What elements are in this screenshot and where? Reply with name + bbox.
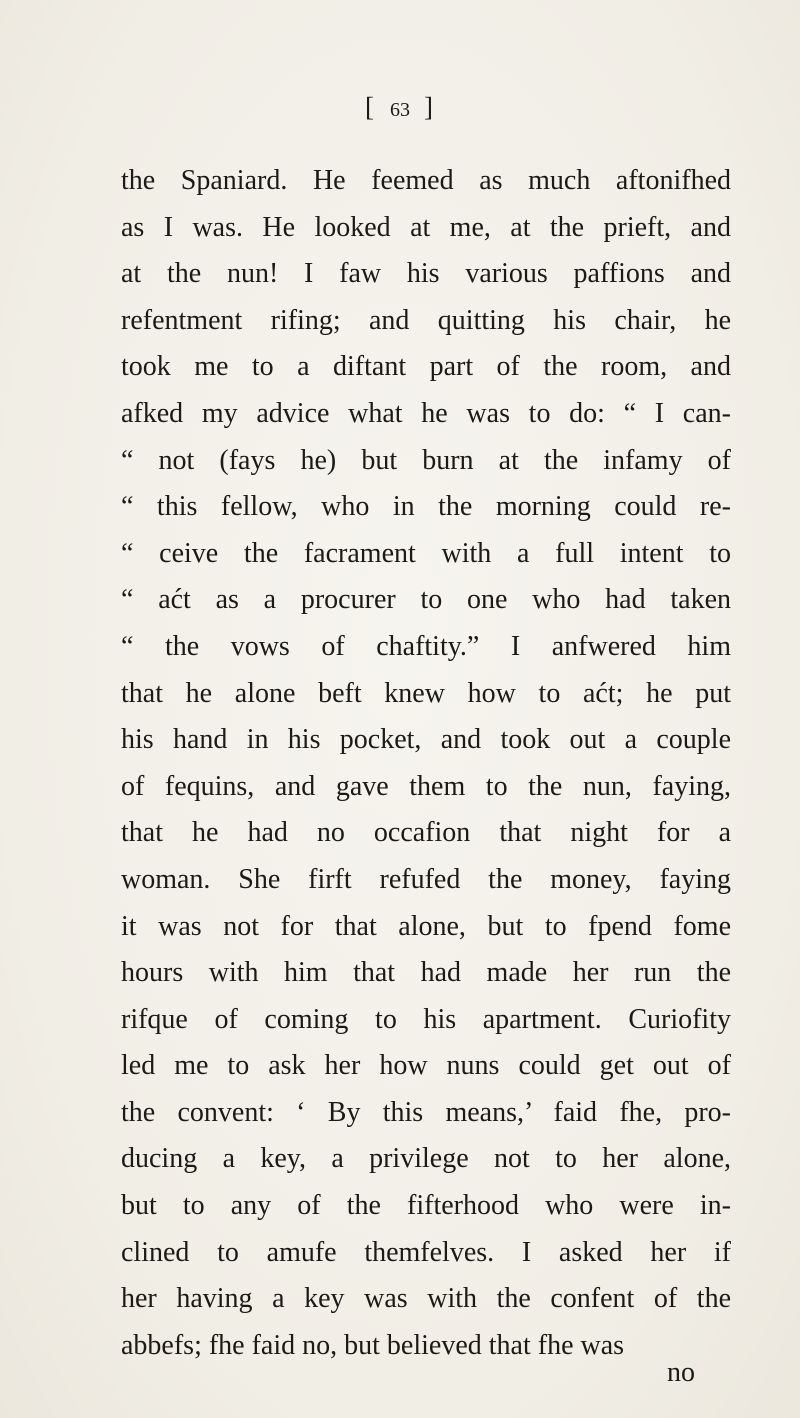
- text-line: the convent: ‘ By this means,’ faid fhe, pro-: [121, 1096, 731, 1128]
- text-line: as I was. He looked at me, at the prieft, and: [121, 211, 731, 243]
- text-line: abbefs; fhe faid no, but believed that fhe was: [121, 1329, 625, 1361]
- text-line: of fequins, and gave them to the nun, faying,: [121, 770, 731, 802]
- text-line: “ aćt as a procurer to one who had taken: [121, 584, 731, 616]
- header-bracket-close: ]: [424, 92, 435, 122]
- catchword: no: [667, 1357, 695, 1388]
- page-number: 63: [390, 99, 410, 121]
- text-line: but to any of the fifterhood who were in-: [121, 1190, 731, 1222]
- text-line: “ this fellow, who in the morning could re-: [121, 491, 731, 523]
- page-header: [0, 92, 800, 123]
- text-line: “ the vows of chaftity.” I anfwered him: [121, 630, 731, 662]
- text-line: refentment rifing; and quitting his chair, he: [121, 304, 731, 336]
- text-line: ducing a key, a privilege not to her alone,: [121, 1143, 731, 1175]
- text-line: at the nun! I faw his various paffions and: [121, 258, 731, 290]
- body-text: [121, 158, 731, 1369]
- text-line: woman. She firft refufed the money, faying: [121, 863, 731, 895]
- header-bracket-open: [: [365, 92, 376, 122]
- text-line: her having a key was with the confent of the: [121, 1283, 731, 1315]
- text-line: it was not for that alone, but to fpend fome: [121, 910, 731, 942]
- text-line: “ ceive the facrament with a full intent to: [121, 537, 731, 569]
- text-line: “ not (fays he) but burn at the infamy of: [121, 444, 731, 476]
- text-line: afked my advice what he was to do: “ I can-: [121, 397, 731, 429]
- text-line: led me to ask her how nuns could get out of: [121, 1050, 731, 1082]
- text-line: rifque of coming to his apartment. Curiofity: [121, 1003, 731, 1035]
- text-line: the Spaniard. He feemed as much aftonifhed: [121, 165, 731, 196]
- text-line: took me to a diftant part of the room, and: [121, 351, 731, 383]
- text-line: hours with him that had made her run the: [121, 957, 731, 989]
- text-line: that he had no occafion that night for a: [121, 817, 731, 849]
- text-line: his hand in his pocket, and took out a couple: [121, 724, 731, 756]
- text-line: clined to amufe themfelves. I asked her if: [121, 1236, 731, 1268]
- text-line: that he alone beft knew how to aćt; he put: [121, 677, 731, 709]
